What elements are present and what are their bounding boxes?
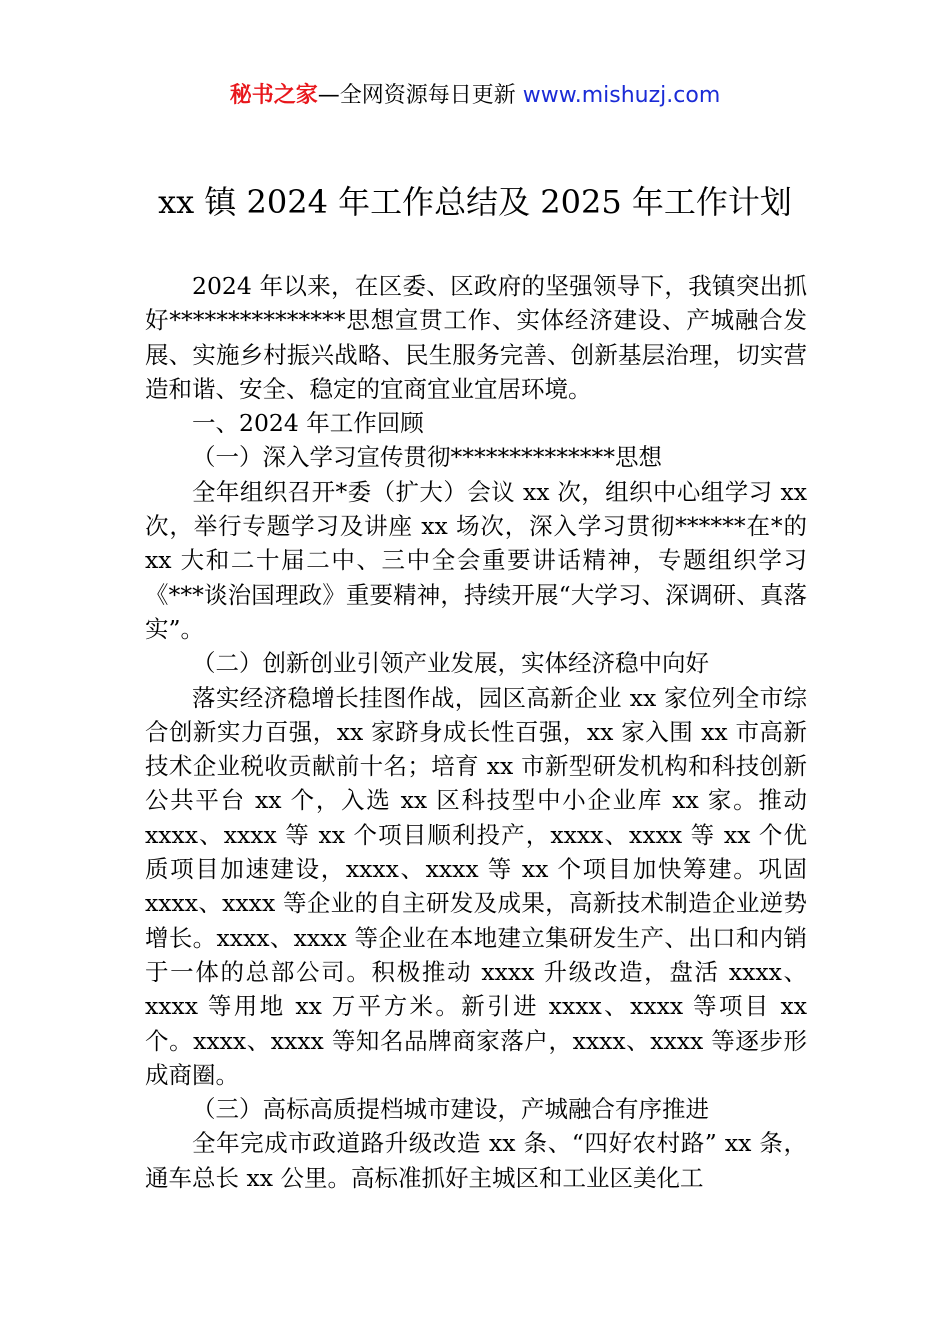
site-header	[0, 80, 950, 112]
body-paragraph: 全年完成市政道路升级改造 xx 条、“四好农村路” xx 条，通车总长 xx 公里。高标准抓好主城区和工业区美化工	[145, 1129, 807, 1192]
header-tagline: —全网资源每日更新	[317, 83, 523, 108]
brand-name: 秘书之家	[229, 83, 318, 108]
document-body	[145, 269, 807, 1195]
site-url[interactable]: www.mishuzj.com	[522, 83, 721, 108]
body-paragraph: 全年组织召开*委（扩大）会议 xx 次，组织中心组学习 xx 次，举行专题学习及讲座 xx 场次，深入学习贯彻******在*的 xx 大和二十届二中、三中全会重要讲话精神，专题组织学习《***谈治国理政》重要精神，持续开展“大学习、深调研、真落实”。	[145, 477, 807, 643]
subsection-heading: （二）创新创业引领产业发展，实体经济稳中向好	[192, 649, 709, 678]
subsection-heading: （一）深入学习宣传贯彻**************思想	[192, 443, 662, 472]
subsection-heading: （三）高标高质提档城市建设，产城融合有序推进	[192, 1095, 709, 1124]
document-title: xx 镇 2024 年工作总结及 2025 年工作计划	[158, 183, 792, 221]
section-heading: 一、2024 年工作回顾	[192, 409, 424, 438]
intro-paragraph: 2024 年以来，在区委、区政府的坚强领导下，我镇突出抓好***************思想宣贯工作、实体经济建设、产城融合发展、实施乡村振兴战略、民生服务完善、创新基层治理，切实营造和谐、安全、稳定的宜商宜业宜居环境。	[145, 272, 807, 403]
body-paragraph: 落实经济稳增长挂图作战，园区高新企业 xx 家位列全市综合创新实力百强，xx 家跻身成长性百强，xx 家入围 xx 市高新技术企业税收贡献前十名；培育 xx 市新型研发机构和科技创新公共平台 xx 个，入选 xx 区科技型中小企业库 xx 家。推动 xxxx、xxxx 等 xx 个项目顺利投产，xxxx、xxxx 等 xx 个优质项目加速建设，xxxx、xxxx 等 xx 个项目加快筹建。巩固 xxxx、xxxx 等企业的自主研发及成果，高新技术制造企业逆势增长。xxxx、xxxx 等企业在本地建立集研发生产、出口和内销于一体的总部公司。积极推动 xxxx 升级改造，盘活 xxxx、xxxx 等用地 xx 万平方米。新引进 xxxx、xxxx 等项目 xx 个。xxxx、xxxx 等知名品牌商家落户，xxxx、xxxx 等逐步形成商圈。	[145, 683, 807, 1089]
